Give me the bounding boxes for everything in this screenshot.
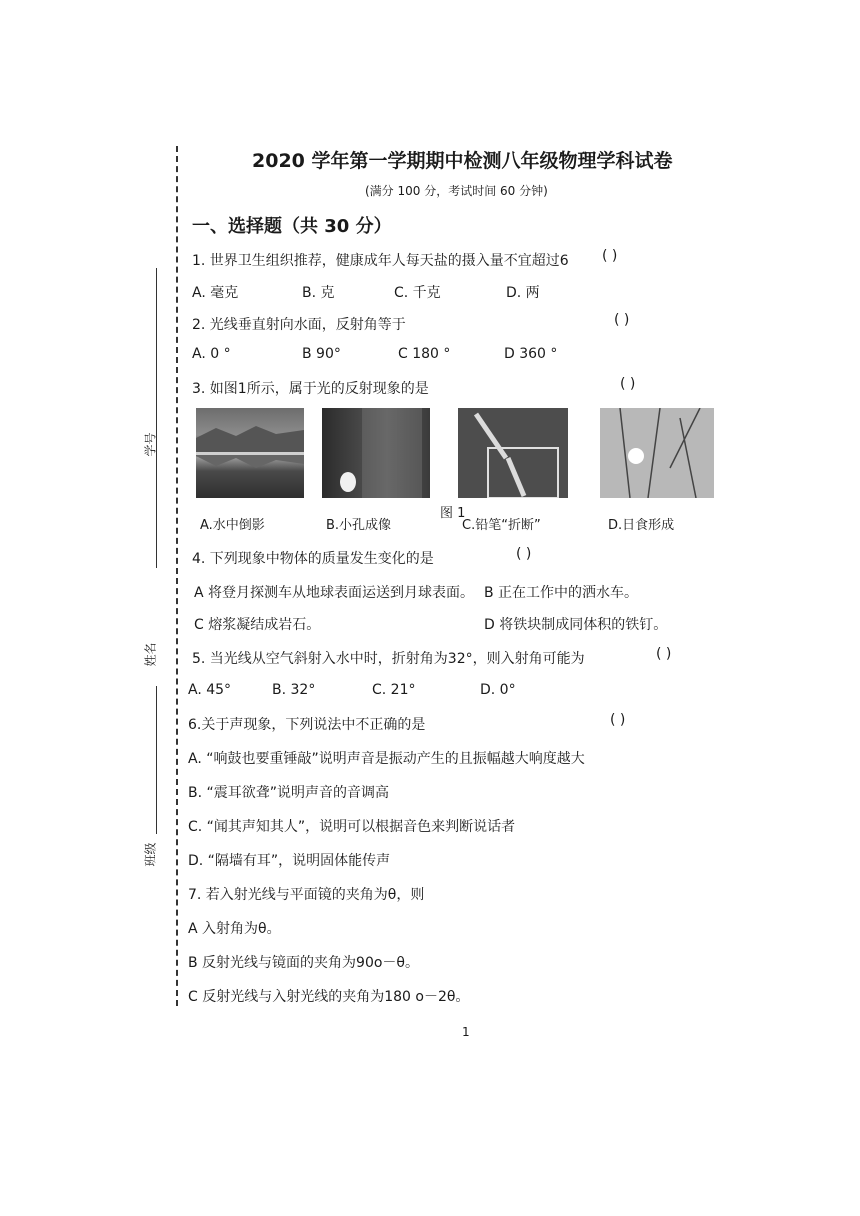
q7-option-c: C 反射光线与入射光线的夹角为180 o－2θ。 xyxy=(188,989,470,1005)
q7-option-a: A 入射角为θ。 xyxy=(188,921,281,937)
q6-stem: 6.关于声现象，下列说法中不正确的是 xyxy=(188,717,426,733)
student-no-line xyxy=(156,268,157,568)
q2-option-a: A. 0 ° xyxy=(192,346,231,362)
q2-option-b: B 90° xyxy=(302,346,341,362)
q4-stem: 4. 下列现象中物体的质量发生变化的是 xyxy=(192,551,434,567)
q3-stem: 3. 如图1所示，属于光的反射现象的是 xyxy=(192,381,429,397)
q4-option-b: B 正在工作中的洒水车。 xyxy=(484,585,639,601)
exam-subtitle: (满分 100 分，考试时间 60 分钟) xyxy=(365,184,548,198)
class-label: 班级 xyxy=(143,842,158,867)
q5-option-a: A. 45° xyxy=(188,682,232,698)
solar-eclipse-image xyxy=(600,408,714,498)
q1-option-c: C. 千克 xyxy=(394,285,441,301)
q5-option-b: B. 32° xyxy=(272,682,316,698)
q2-answer-paren: ( ) xyxy=(614,312,630,328)
q1-option-d: D. 两 xyxy=(506,285,540,301)
figure-label: 图 1 xyxy=(440,506,466,521)
section-heading: 一、选择题（共 30 分） xyxy=(192,216,392,237)
bent-pencil-image xyxy=(458,408,568,498)
pinhole-image xyxy=(322,408,430,498)
caption-c: C.铅笔“折断” xyxy=(462,518,541,533)
q1-option-a: A. 毫克 xyxy=(192,285,239,301)
q6-option-b: B. “震耳欲聋”说明声音的音调高 xyxy=(188,785,390,801)
q6-option-a: A. “响鼓也要重锤敲”说明声音是振动产生的且振幅越大响度越大 xyxy=(188,751,585,767)
q1-stem: 1. 世界卫生组织推荐，健康成年人每天盐的摄入量不宜超过6 xyxy=(192,253,569,269)
q6-option-c: C. “闻其声知其人”，说明可以根据音色来判断说话者 xyxy=(188,819,516,835)
q7-stem: 7. 若入射光线与平面镜的夹角为θ，则 xyxy=(188,887,425,903)
student-no-label: 学号 xyxy=(143,432,158,457)
q2-option-c: C 180 ° xyxy=(398,346,451,362)
q2-option-d: D 360 ° xyxy=(504,346,558,362)
q5-option-d: D. 0° xyxy=(480,682,516,698)
q6-answer-paren: ( ) xyxy=(610,712,626,728)
q6-option-d: D. “隔墙有耳”，说明固体能传声 xyxy=(188,853,391,869)
q1-answer-paren: ( ) xyxy=(602,248,618,264)
q7-option-b: B 反射光线与镜面的夹角为90o－θ。 xyxy=(188,955,419,971)
q1-option-b: B. 克 xyxy=(302,285,335,301)
name-label: 姓名 xyxy=(143,642,158,667)
q4-option-c: C 熔浆凝结成岩石。 xyxy=(194,617,321,633)
caption-d: D.日食形成 xyxy=(608,518,675,533)
q5-option-c: C. 21° xyxy=(372,682,416,698)
q5-stem: 5. 当光线从空气斜射入水中时，折射角为32°，则入射角可能为 xyxy=(192,651,585,667)
page-number: 1 xyxy=(462,1025,470,1039)
caption-a: A.水中倒影 xyxy=(200,518,265,533)
reflection-in-water-image xyxy=(196,408,304,498)
q5-answer-paren: ( ) xyxy=(656,646,672,662)
binding-dashed-line xyxy=(176,146,178,1006)
q4-option-a: A 将登月探测车从地球表面运送到月球表面。 xyxy=(194,585,475,601)
q4-answer-paren: ( ) xyxy=(516,546,532,562)
q3-answer-paren: ( ) xyxy=(620,376,636,392)
name-line xyxy=(156,686,157,834)
q2-stem: 2. 光线垂直射向水面，反射角等于 xyxy=(192,317,406,333)
exam-title: 2020 学年第一学期期中检测八年级物理学科试卷 xyxy=(252,150,673,172)
q4-option-d: D 将铁块制成同体积的铁钉。 xyxy=(484,617,668,633)
caption-b: B.小孔成像 xyxy=(326,518,392,533)
